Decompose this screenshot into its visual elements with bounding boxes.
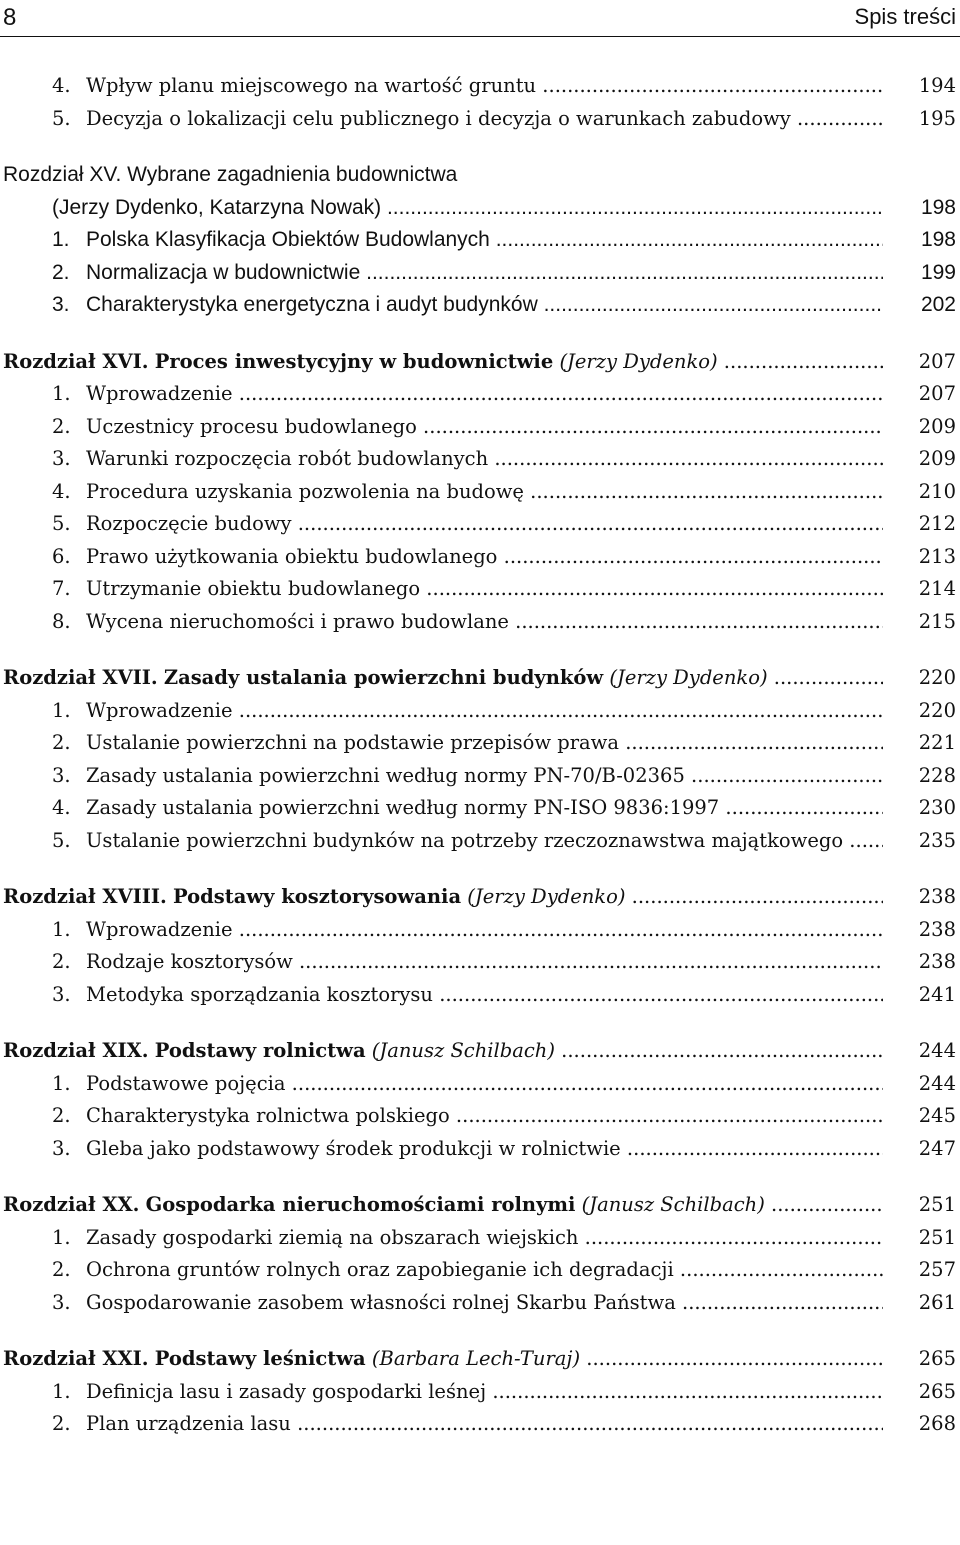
chapter-authors-xv[interactable]: (Jerzy Dydenko, Katarzyna Nowak) ..... 198 bbox=[0, 192, 960, 225]
toc-item[interactable]: 3. Zasady ustalania powierzchni według normy PN-70/B-02365 ..... 228 bbox=[0, 760, 960, 793]
toc-item[interactable]: 4. Zasady ustalania powierzchni według normy PN-ISO 9836:1997 ..... 230 bbox=[0, 792, 960, 825]
toc-item[interactable]: 2. Rodzaje kosztorysów ..... 238 bbox=[0, 946, 960, 979]
toc-item[interactable]: 3. Gospodarowanie zasobem własności rolnej Skarbu Państwa ..... 261 bbox=[0, 1287, 960, 1320]
toc-item[interactable]: 3. Gleba jako podstawowy środek produkcji w rolnictwie ..... 247 bbox=[0, 1133, 960, 1166]
toc-item[interactable]: 1. Podstawowe pojęcia ..... 244 bbox=[0, 1068, 960, 1101]
chapter-heading-xviii[interactable]: Rozdział XVIII. Podstawy kosztorysowania (Jerzy Dydenko) ..... 238 bbox=[0, 881, 960, 914]
toc-item[interactable]: 3. Charakterystyka energetyczna i audyt budynków ..... 202 bbox=[0, 289, 960, 322]
toc-item[interactable]: 1. Wprowadzenie ..... 220 bbox=[0, 695, 960, 728]
chapter-heading-xx[interactable]: Rozdział XX. Gospodarka nieruchomościami rolnymi (Janusz Schilbach) ..... 251 bbox=[0, 1189, 960, 1222]
toc-item[interactable]: 2. Ustalanie powierzchni na podstawie przepisów prawa ..... 221 bbox=[0, 727, 960, 760]
toc-item[interactable]: 4. Procedura uzyskania pozwolenia na budowę ..... 210 bbox=[0, 476, 960, 509]
toc-item[interactable]: 2. Ochrona gruntów rolnych oraz zapobieganie ich degradacji ..... 257 bbox=[0, 1254, 960, 1287]
toc-item[interactable]: 1. Definicja lasu i zasady gospodarki leśnej ..... 265 bbox=[0, 1376, 960, 1409]
toc-item[interactable]: 3. Warunki rozpoczęcia robót budowlanych ..... 209 bbox=[0, 443, 960, 476]
toc-item[interactable]: 2. Charakterystyka rolnictwa polskiego ..... 245 bbox=[0, 1100, 960, 1133]
toc-item[interactable]: 2. Normalizacja w budownictwie ..... 199 bbox=[0, 257, 960, 290]
toc-item[interactable]: 5. Ustalanie powierzchni budynków na potrzeby rzeczoznawstwa majątkowego ..... 235 bbox=[0, 825, 960, 858]
toc-item[interactable]: 8. Wycena nieruchomości i prawo budowlane ..... 215 bbox=[0, 606, 960, 639]
chapter-heading-xv[interactable]: Rozdział XV. Wybrane zagadnienia budownictwa bbox=[3, 163, 458, 186]
toc-item[interactable]: 2. Plan urządzenia lasu ..... 268 bbox=[0, 1408, 960, 1441]
toc-item[interactable]: 7. Utrzymanie obiektu budowlanego ..... 214 bbox=[0, 573, 960, 606]
chapter-heading-xix[interactable]: Rozdział XIX. Podstawy rolnictwa (Janusz Schilbach) ..... 244 bbox=[0, 1035, 960, 1068]
chapter-heading-xvii[interactable]: Rozdział XVII. Zasady ustalania powierzchni budynków (Jerzy Dydenko) ..... 220 bbox=[0, 662, 960, 695]
toc-item[interactable]: 4. Wpływ planu miejscowego na wartość gruntu ..... 194 bbox=[0, 70, 960, 103]
chapter-heading-xvi[interactable]: Rozdział XVI. Proces inwestycyjny w budownictwie (Jerzy Dydenko) ..... 207 bbox=[0, 346, 960, 379]
toc-item[interactable]: 1. Zasady gospodarki ziemią na obszarach wiejskich ..... 251 bbox=[0, 1222, 960, 1255]
toc-item[interactable]: 1. Polska Klasyfikacja Obiektów Budowlanych ..... 198 bbox=[0, 224, 960, 257]
toc-item[interactable]: 1. Wprowadzenie ..... 238 bbox=[0, 914, 960, 947]
toc-item[interactable]: 5. Decyzja o lokalizacji celu publicznego i decyzja o warunkach zabudowy ..... 195 bbox=[0, 103, 960, 136]
toc-item[interactable]: 5. Rozpoczęcie budowy ..... 212 bbox=[0, 508, 960, 541]
toc-item[interactable]: 1. Wprowadzenie ..... 207 bbox=[0, 378, 960, 411]
toc-item[interactable]: 6. Prawo użytkowania obiektu budowlanego ..... 213 bbox=[0, 541, 960, 574]
chapter-heading-xxi[interactable]: Rozdział XXI. Podstawy leśnictwa (Barbara Lech-Turaj) ..... 265 bbox=[0, 1343, 960, 1376]
running-title: Spis treści bbox=[854, 4, 956, 29]
table-of-contents bbox=[0, 70, 960, 1441]
toc-item[interactable]: 2. Uczestnicy procesu budowlanego ..... 209 bbox=[0, 411, 960, 444]
page-header bbox=[0, 0, 960, 37]
page-number: 8 bbox=[3, 4, 17, 31]
toc-item[interactable]: 3. Metodyka sporządzania kosztorysu ..... 241 bbox=[0, 979, 960, 1012]
